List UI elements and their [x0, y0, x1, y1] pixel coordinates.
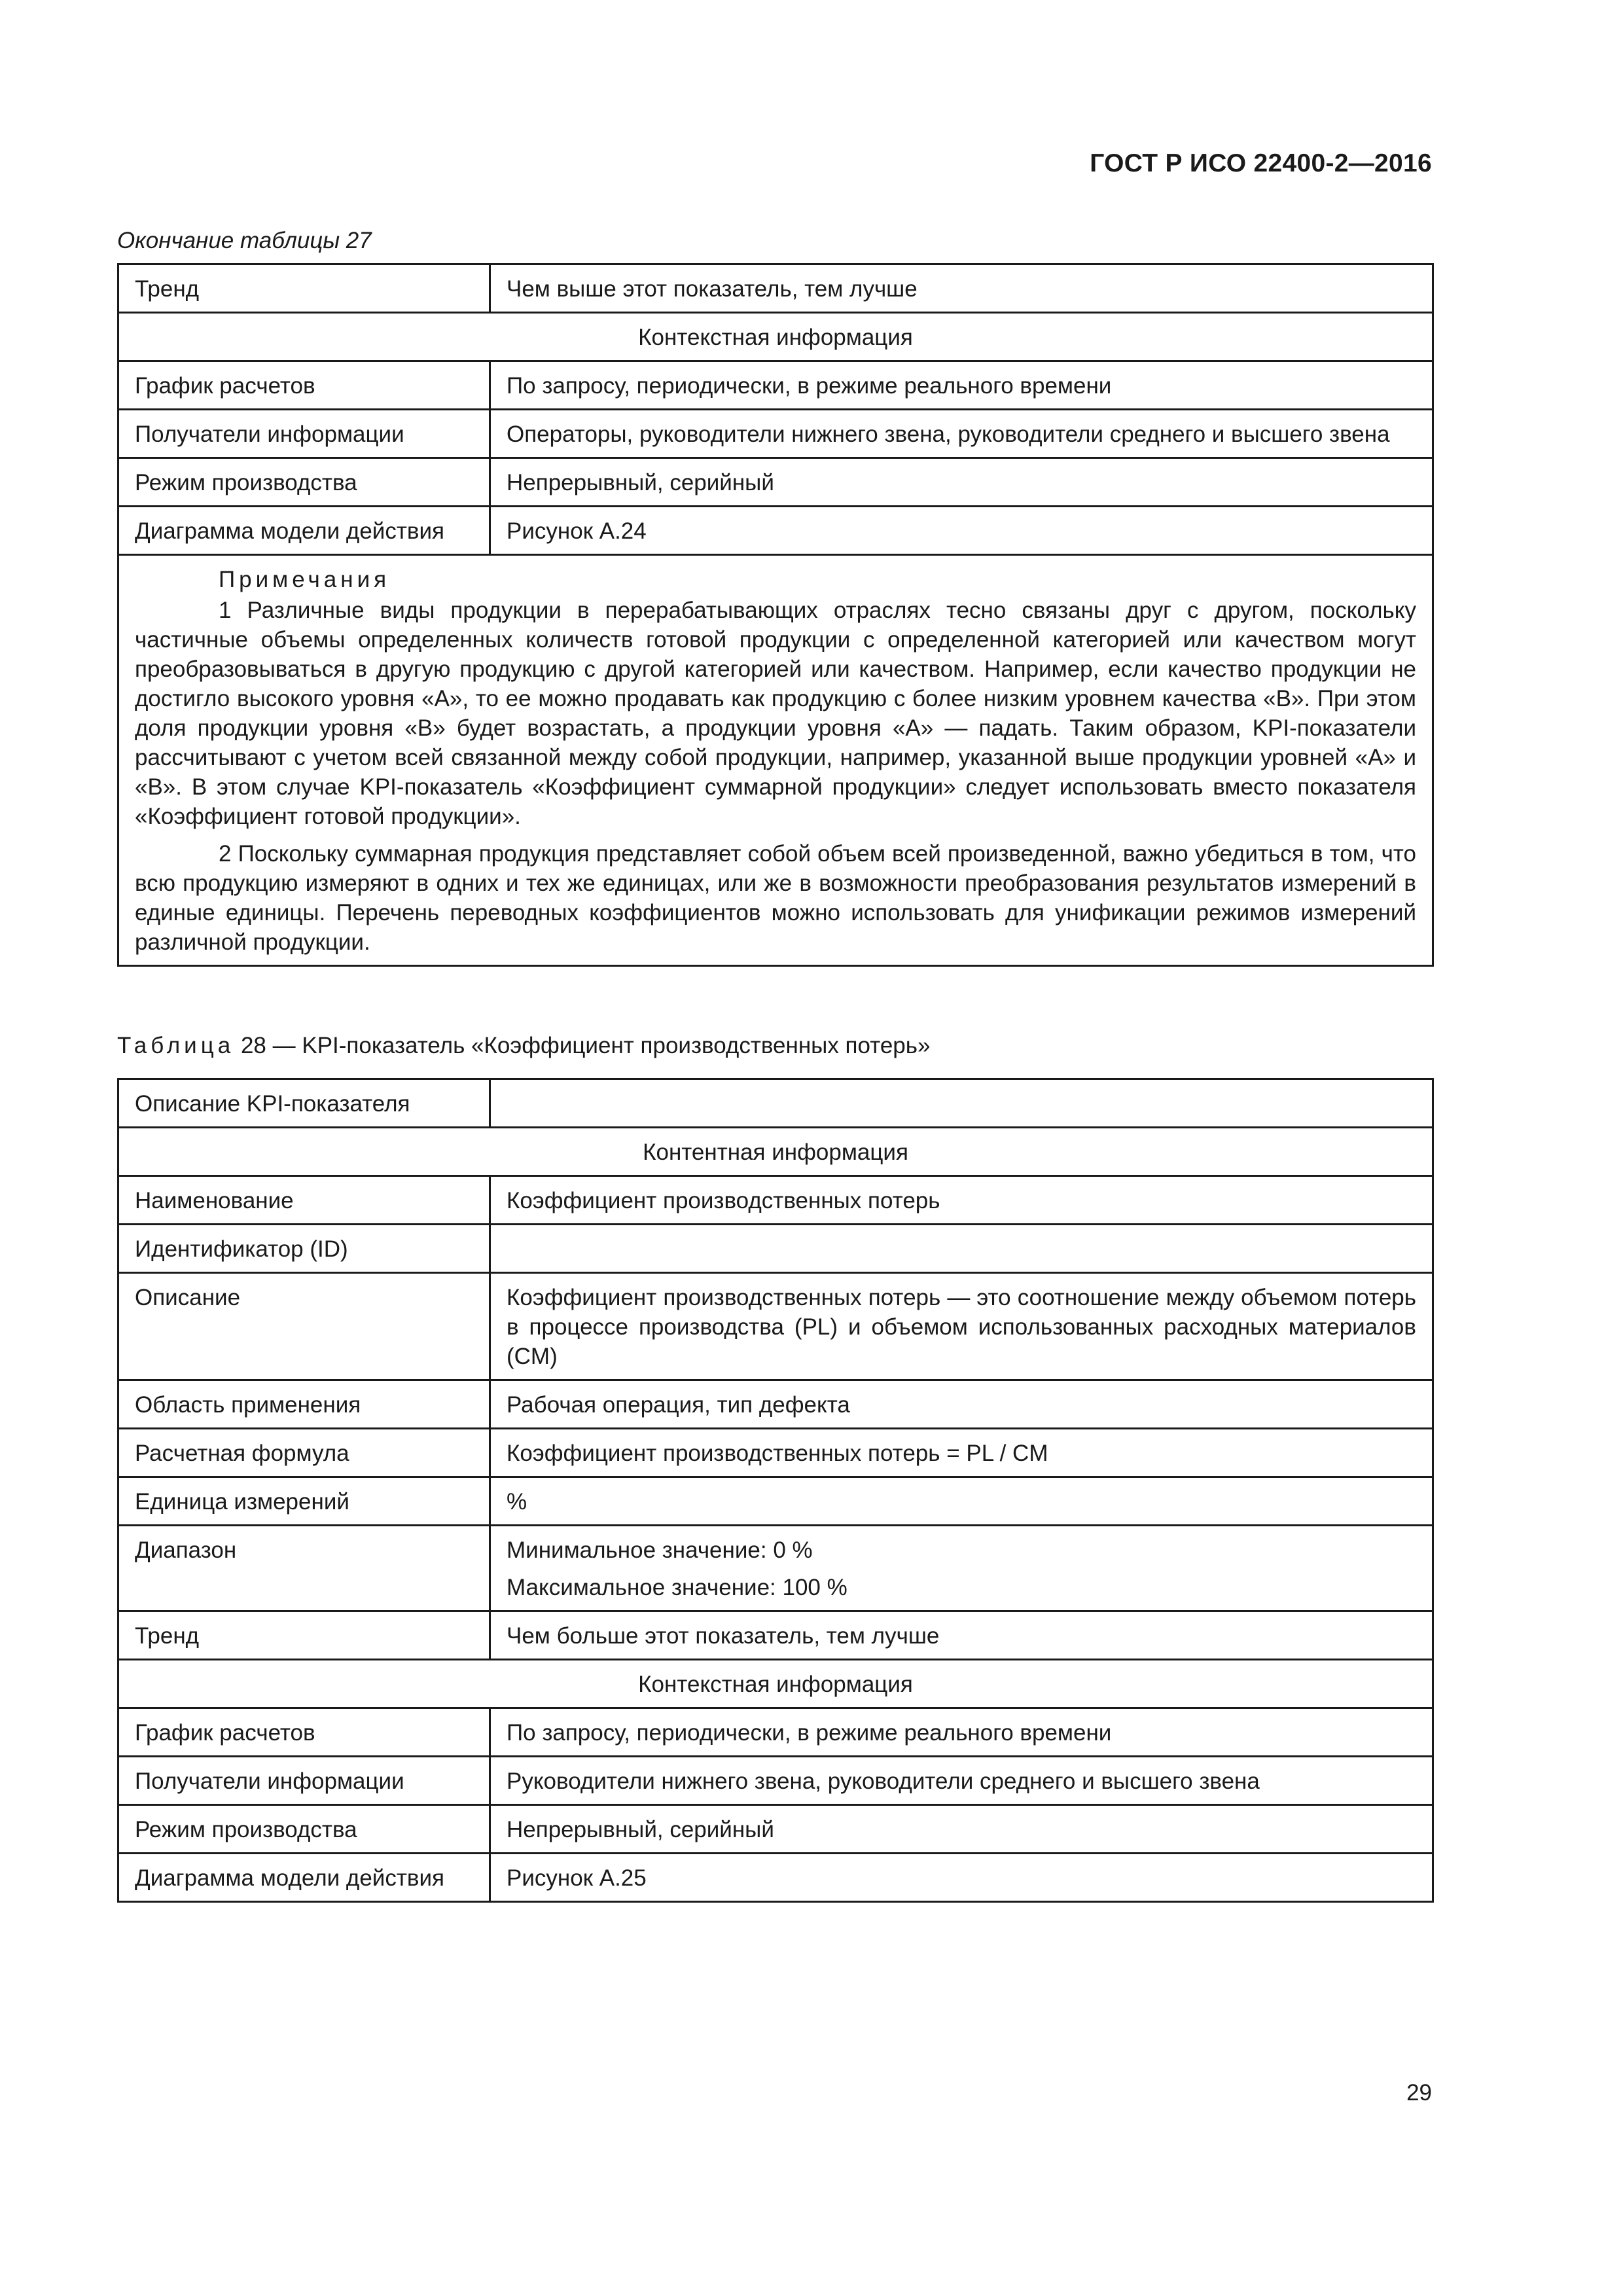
production-mode-value: Непрерывный, серийный	[490, 1805, 1433, 1854]
table-row	[118, 1805, 1433, 1854]
table-row	[118, 1611, 1433, 1660]
schedule-value: По запросу, периодически, в режиме реального времени	[490, 1708, 1433, 1757]
recipients-label: Получатели информации	[118, 410, 490, 458]
diagram-value: Рисунок А.24	[490, 507, 1433, 555]
diagram-value: Рисунок А.25	[490, 1854, 1433, 1902]
production-mode-label: Режим производства	[118, 458, 490, 507]
note-2: 2 Поскольку суммарная продукция представляет собой объем всей произведенной, важно убедиться в том, что всю продукцию измеряют в одних и тех же единицах, или же в возможности преобразования результатов измерений в единые единицы. Перечень переводных коэффициентов можно использовать для унификации режимов измерений различной продукции.	[135, 841, 1416, 955]
trend-label: Тренд	[118, 264, 490, 313]
schedule-label: График расчетов	[118, 361, 490, 410]
table-28-caption	[117, 1033, 930, 1059]
scope-value: Рабочая операция, тип дефекта	[490, 1380, 1433, 1429]
range-value	[490, 1526, 1433, 1611]
production-mode-value: Непрерывный, серийный	[490, 458, 1433, 507]
table-row	[118, 313, 1433, 361]
recipients-label: Получатели информации	[118, 1757, 490, 1805]
content-info-heading: Контентная информация	[118, 1128, 1433, 1176]
description-value: Коэффициент производственных потерь — это соотношение между объемом потерь в процессе производства (PL) и объемом использованных расходных материалов (CM)	[490, 1273, 1433, 1380]
scope-label: Область применения	[118, 1380, 490, 1429]
table-row	[118, 507, 1433, 555]
table-row	[118, 1526, 1433, 1611]
table-row	[118, 1708, 1433, 1757]
notes-cell	[118, 555, 1433, 966]
table-28	[117, 1078, 1434, 1903]
table-row	[118, 1079, 1433, 1128]
kpi-description-label: Описание KPI-показателя	[118, 1079, 490, 1128]
table-28-caption-word: Таблица	[117, 1033, 235, 1058]
name-value: Коэффициент производственных потерь	[490, 1176, 1433, 1225]
trend-value: Чем больше этот показатель, тем лучше	[490, 1611, 1433, 1660]
table-row	[118, 410, 1433, 458]
unit-value: %	[490, 1477, 1433, 1526]
document-code: ГОСТ Р ИСО 22400-2—2016	[1090, 149, 1432, 177]
table-27-end	[117, 263, 1434, 967]
table-row	[118, 361, 1433, 410]
range-label: Диапазон	[118, 1526, 490, 1611]
diagram-label: Диаграмма модели действия	[118, 507, 490, 555]
identifier-label: Идентификатор (ID)	[118, 1225, 490, 1273]
production-mode-label: Режим производства	[118, 1805, 490, 1854]
note-1: 1 Различные виды продукции в перерабатывающих отраслях тесно связаны друг с другом, поскольку частичные объемы определенных количеств готовой продукции с определенной категорией или качеством могут преобразовываться в другую продукцию с другой категорией или качеством. Например, если качество продукции не достигло высокого уровня «А», то ее можно продавать как продукцию с более низким уровнем качества «В». При этом доля продукции уровня «В» будет возрастать, а продукции уровня «А» — падать. Таким образом, KPI-показатели рассчитывают с учетом всей связанной между собой продукции, например, указанной выше продукции уровней «А» и «В». В этом случае KPI-показатель «Коэффициент суммарной продукции» следует использовать вместо показателя «Коэффициент готовой продукции».	[135, 598, 1416, 829]
recipients-value: Руководители нижнего звена, руководители среднего и высшего звена	[490, 1757, 1433, 1805]
description-label: Описание	[118, 1273, 490, 1380]
schedule-label: График расчетов	[118, 1708, 490, 1757]
notes-heading: Примечания	[219, 567, 391, 592]
table-row	[118, 1854, 1433, 1902]
diagram-label: Диаграмма модели действия	[118, 1854, 490, 1902]
page-number: 29	[1406, 2080, 1432, 2106]
table-row	[118, 264, 1433, 313]
schedule-value: По запросу, периодически, в режиме реального времени	[490, 361, 1433, 410]
name-label: Наименование	[118, 1176, 490, 1225]
recipients-value: Операторы, руководители нижнего звена, руководители среднего и высшего звена	[490, 410, 1433, 458]
table-row	[118, 1757, 1433, 1805]
range-max: Максимальное значение: 100 %	[507, 1575, 847, 1600]
context-info-heading: Контекстная информация	[118, 313, 1433, 361]
table-row	[118, 458, 1433, 507]
table-27-continuation-caption: Окончание таблицы 27	[117, 228, 372, 253]
table-row	[118, 1429, 1433, 1477]
table-row	[118, 1660, 1433, 1708]
identifier-value	[490, 1225, 1433, 1273]
table-row	[118, 1128, 1433, 1176]
table-row	[118, 1273, 1433, 1380]
kpi-description-value	[490, 1079, 1433, 1128]
formula-value: Коэффициент производственных потерь = PL / CM	[490, 1429, 1433, 1477]
table-row	[118, 555, 1433, 966]
range-min: Минимальное значение: 0 %	[507, 1537, 813, 1563]
table-row	[118, 1380, 1433, 1429]
table-row	[118, 1225, 1433, 1273]
table-row	[118, 1477, 1433, 1526]
formula-label: Расчетная формула	[118, 1429, 490, 1477]
unit-label: Единица измерений	[118, 1477, 490, 1526]
trend-value: Чем выше этот показатель, тем лучше	[490, 264, 1433, 313]
trend-label: Тренд	[118, 1611, 490, 1660]
table-row	[118, 1176, 1433, 1225]
table-28-caption-title: 28 — KPI-показатель «Коэффициент производственных потерь»	[240, 1033, 931, 1058]
context-info-heading: Контекстная информация	[118, 1660, 1433, 1708]
